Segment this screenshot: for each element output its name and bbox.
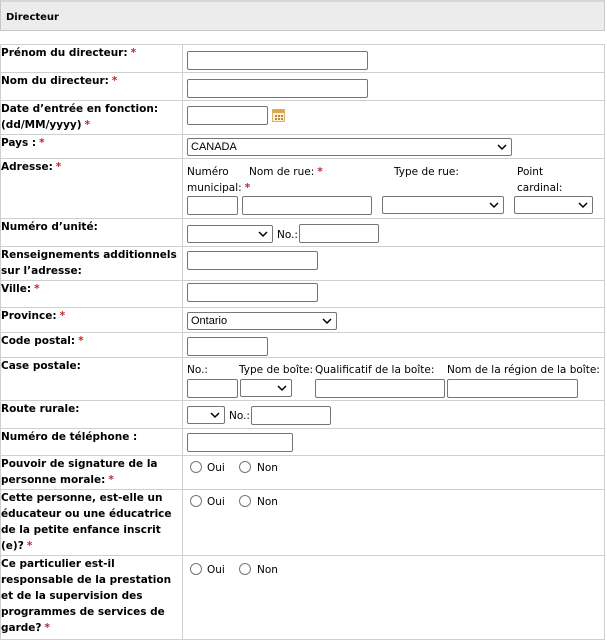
nom-rue-label: Nom de rue: * [249,166,323,178]
case-postale-label: Case postale: [1,360,81,372]
chevron-down-icon [276,382,288,394]
code-postal-label: Code postal: [1,335,76,347]
ville-input[interactable] [187,283,318,302]
nom-label: Nom du directeur: [1,75,109,87]
region-boite-label: Nom de la région de la boîte: [447,364,600,376]
row-case-postale [1,358,605,401]
educateur-oui-radio[interactable] [190,495,202,507]
required-mark: * [26,540,33,552]
unite-no-label: No.: [277,229,298,241]
route-rurale-label: Route rurale: [1,403,80,415]
type-boite-label: Type de boîte: [239,364,314,376]
required-mark: * [34,283,40,295]
pouvoir-oui-radio[interactable] [190,461,202,473]
route-no-input[interactable] [251,406,331,425]
required-mark: * [59,310,66,322]
row-responsable [1,556,605,640]
case-no-input[interactable] [187,379,238,398]
director-form [0,44,605,640]
renseignements-input[interactable] [187,251,318,270]
nom-rue-input[interactable] [242,196,372,215]
row-educateur [1,490,605,556]
telephone-input[interactable] [187,433,293,452]
pouvoir-non-radio[interactable] [239,461,251,473]
chevron-down-icon [209,409,221,421]
educateur-non-radio[interactable] [239,495,251,507]
telephone-label: Numéro de téléphone : [1,431,138,443]
row-pays [1,135,605,159]
chevron-down-icon [257,228,269,240]
pouvoir-non-label: Non [257,462,278,474]
renseignements-label: Renseignements additionnels sur l’adresse: [1,249,177,277]
prenom-label: Prénom du directeur: [1,47,128,59]
unite-select[interactable] [187,225,273,243]
code-postal-input[interactable] [187,337,268,356]
required-mark: * [44,622,51,634]
prenom-input[interactable] [187,51,368,70]
pays-select[interactable] [187,138,512,156]
region-boite-input[interactable] [447,379,578,398]
row-prenom [1,45,605,73]
numero-municipal-input[interactable] [187,196,238,215]
row-renseignements [1,247,605,281]
pays-label: Pays : [1,137,37,149]
date-label: Date d’entrée en fonction: (dd/MM/yyyy) [1,103,159,131]
qualificatif-boite-input[interactable] [315,379,445,398]
unite-label: Numéro d’unité: [1,221,98,233]
section-header [0,0,605,31]
required-mark: * [130,47,137,59]
calendar-icon[interactable] [272,109,285,122]
unite-no-input[interactable] [299,224,379,243]
date-input[interactable] [187,106,268,125]
case-no-label: No.: [187,364,208,376]
row-pouvoir [1,456,605,490]
row-unite [1,219,605,247]
qualificatif-boite-label: Qualificatif de la boîte: [315,364,435,376]
point-cardinal-label: Point cardinal: [517,166,563,194]
educateur-non-label: Non [257,496,278,508]
chevron-down-icon [488,199,500,211]
required-mark: * [78,335,84,347]
type-boite-select[interactable] [240,379,292,397]
row-adresse [1,159,605,219]
responsable-oui-radio[interactable] [190,563,202,575]
row-nom [1,73,605,101]
adresse-label: Adresse: [1,161,53,173]
row-code-postal [1,333,605,358]
route-no-label: No.: [229,410,250,422]
required-mark: * [39,137,45,149]
required-mark: * [111,75,118,87]
type-rue-select[interactable] [382,196,504,214]
required-mark: * [84,119,91,131]
pouvoir-label: Pouvoir de signature de la personne morale: [1,458,158,486]
chevron-down-icon [577,199,589,211]
pouvoir-oui-label: Oui [207,462,225,474]
required-mark: * [108,474,114,486]
required-mark: * [55,161,62,173]
point-cardinal-select[interactable] [514,196,593,214]
chevron-down-icon [321,315,333,327]
province-label: Province: [1,310,57,322]
route-rurale-select[interactable] [187,406,225,424]
section-title: Directeur [6,12,59,23]
province-select[interactable] [187,312,337,330]
responsable-non-radio[interactable] [239,563,251,575]
nom-input[interactable] [187,79,368,98]
row-route-rurale [1,401,605,429]
educateur-oui-label: Oui [207,496,225,508]
educateur-label: Cette personne, est-elle un éducateur ou une éducatrice de la petite enfance inscrit (e)? [1,492,172,552]
row-date [1,101,605,135]
type-rue-label: Type de rue: [394,166,459,178]
province-value: Ontario [191,315,228,327]
numero-municipal-label: Numéro municipal: * [187,166,251,194]
row-province [1,308,605,333]
responsable-label: Ce particulier est-il responsable de la prestation et de la supervision des programmes de services de garde? [1,558,172,634]
responsable-non-label: Non [257,564,278,576]
chevron-down-icon [496,141,508,153]
row-ville [1,281,605,308]
row-telephone [1,429,605,456]
responsable-oui-label: Oui [207,564,225,576]
ville-label: Ville: [1,283,32,295]
pays-value: CANADA [191,141,237,153]
